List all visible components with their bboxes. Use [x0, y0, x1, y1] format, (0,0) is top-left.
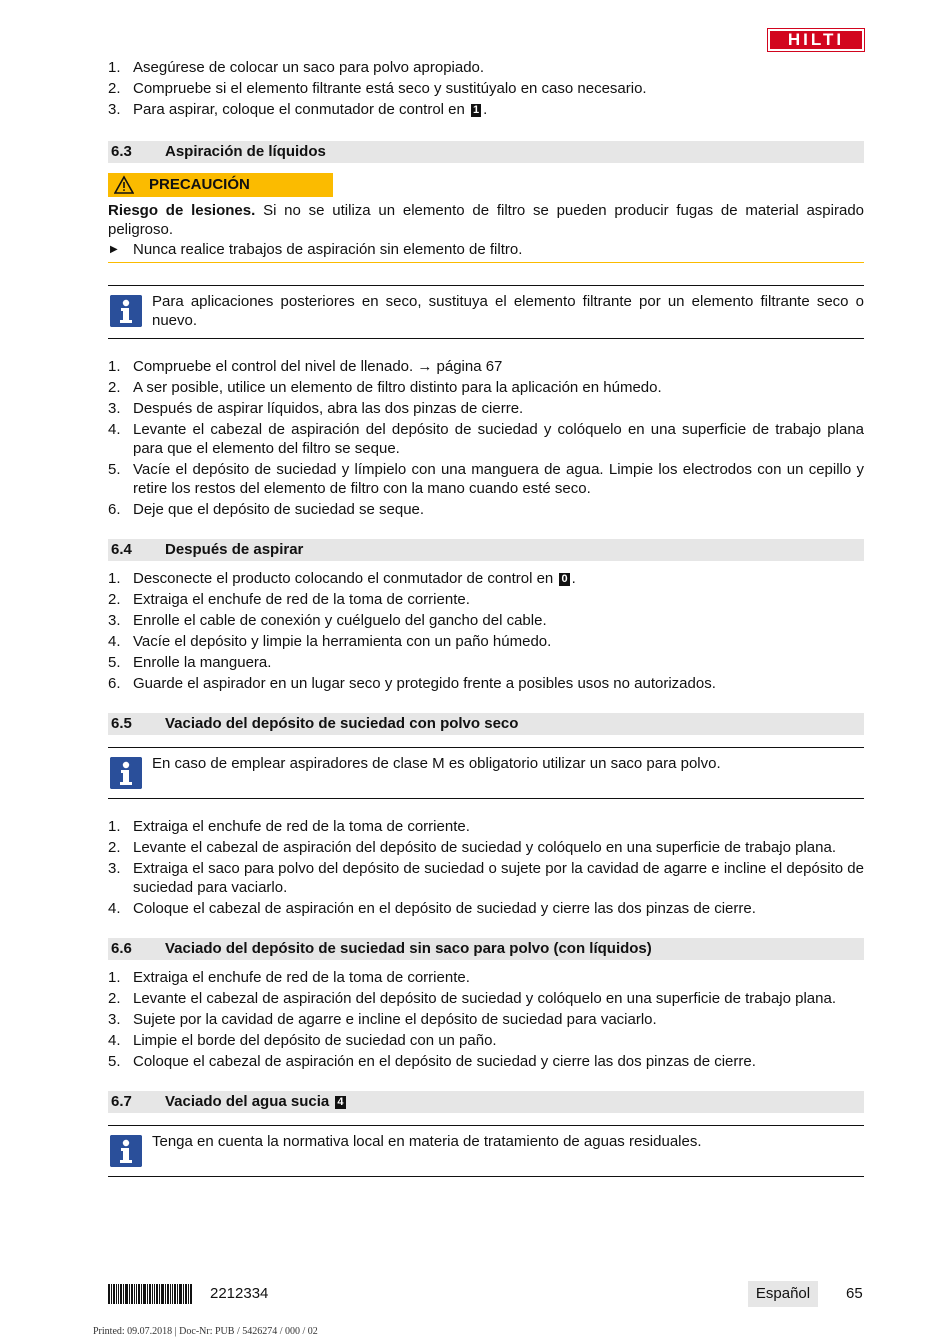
steps-6-4: [108, 569, 864, 693]
print-info: Printed: 09.07.2018 | Doc-Nr: PUB / 5426274 / 000 / 02: [93, 1326, 318, 1337]
list-item: 6. Guarde el aspirador en un lugar seco y protegido frente a posibles usos no autorizados.: [108, 675, 716, 692]
list-item: 3. Enrolle el cable de conexión y cuélguelo del gancho del cable.: [108, 612, 547, 629]
list-item: 1. Extraiga el enchufe de red de la toma de corriente.: [108, 818, 470, 835]
section-heading: 6.3 Aspiración de líquidos: [108, 141, 864, 163]
list-item: 2. Compruebe si el elemento filtrante está seco y sustitúyalo en caso necesario.: [108, 80, 647, 97]
list-item: 1. Compruebe el control del nivel de llenado. → página 67: [108, 358, 503, 375]
section-heading: 6.4 Después de aspirar: [108, 539, 864, 561]
list-item: 1. Extraiga el enchufe de red de la toma de corriente.: [108, 969, 470, 986]
list-item: 1. Desconecte el producto colocando el conmutador de control en 0 .: [108, 570, 576, 587]
divider: [108, 262, 864, 263]
section-heading: 6.7 Vaciado del agua sucia 4: [108, 1091, 864, 1113]
language-label: Español: [748, 1281, 818, 1307]
info-icon: [110, 295, 142, 327]
intro-steps: [108, 58, 864, 119]
list-item: 6. Deje que el depósito de suciedad se seque.: [108, 501, 425, 518]
warning-icon: [114, 175, 134, 195]
warning-text: Riesgo de lesiones. Si no se utiliza un elemento de filtro se pueden producir fugas de material aspirado peligroso.: [108, 202, 864, 238]
list-item: 3. Sujete por la cavidad de agarre e incline el depósito de suciedad para vaciarlo.: [108, 1011, 657, 1028]
barcode-icon: [108, 1284, 192, 1304]
info-note: Para aplicaciones posteriores en seco, sustituya el elemento filtrante por un elemento filtrante seco o nuevo.: [108, 285, 864, 339]
switch-position-badge: 1: [473, 104, 480, 116]
info-icon: [110, 757, 142, 789]
list-item: 2. Levante el cabezal de aspiración del depósito de suciedad y colóquelo en una superficie de trabajo plana.: [108, 990, 836, 1007]
list-item: 5. Enrolle la manguera.: [108, 654, 272, 671]
list-item: 4. Limpie el borde del depósito de suciedad con un paño.: [108, 1032, 497, 1049]
warning-bullet: ▶ Nunca realice trabajos de aspiración sin elemento de filtro.: [110, 241, 523, 258]
list-item: 4. Vacíe el depósito y limpie la herramienta con un paño húmedo.: [108, 633, 552, 650]
hilti-logo: HILTI: [768, 29, 864, 51]
steps-6-3: [108, 357, 864, 519]
list-item: 3. Después de aspirar líquidos, abra las dos pinzas de cierre.: [108, 400, 524, 417]
list-item: 2. Extraiga el enchufe de red de la toma de corriente.: [108, 591, 470, 608]
list-item: 4. Coloque el cabezal de aspiración en el depósito de suciedad y cierre las dos pinzas de cierre.: [108, 900, 756, 917]
section-heading: 6.5 Vaciado del depósito de suciedad con polvo seco: [108, 713, 864, 735]
caution-banner: PRECAUCIÓN: [108, 173, 333, 197]
page-number: 65: [846, 1285, 863, 1302]
steps-6-6: [108, 968, 864, 1071]
document-code: 2212334: [210, 1285, 269, 1302]
steps-6-5: [108, 817, 864, 918]
info-note: En caso de emplear aspiradores de clase M es obligatorio utilizar un saco para polvo.: [108, 747, 864, 799]
list-item: 5. Coloque el cabezal de aspiración en el depósito de suciedad y cierre las dos pinzas de cierre.: [108, 1053, 756, 1070]
list-item: 2. A ser posible, utilice un elemento de filtro distinto para la aplicación en húmedo.: [108, 379, 662, 396]
list-item: 3. Extraiga el saco para polvo del depósito de suciedad o sujete por la cavidad de agarre e incline el depósito de suciedad para vaciarlo.: [108, 860, 864, 896]
list-item: 1. Asegúrese de colocar un saco para polvo apropiado.: [108, 59, 485, 76]
list-item: 5. Vacíe el depósito de suciedad y límpielo con una manguera de agua. Limpie los electrodos con un cepillo y retire los restos del elemento de filtro con la mano cuando esté seco.: [108, 461, 864, 497]
list-item: 3. Para aspirar, coloque el conmutador de control en 1 .: [108, 101, 488, 118]
section-heading: 6.6 Vaciado del depósito de suciedad sin saco para polvo (con líquidos): [108, 938, 864, 960]
bullet-arrow-icon: ▶: [110, 244, 118, 255]
switch-position-badge: 0: [561, 573, 568, 585]
info-note: Tenga en cuenta la normativa local en materia de tratamiento de aguas residuales.: [108, 1125, 864, 1177]
list-item: 4. Levante el cabezal de aspiración del depósito de suciedad y colóquelo en una superficie de trabajo plana para que el elemento del filtro se seque.: [108, 421, 864, 457]
list-item: 2. Levante el cabezal de aspiración del depósito de suciedad y colóquelo en una superficie de trabajo plana.: [108, 839, 836, 856]
figure-reference-badge: 4: [337, 1096, 344, 1108]
info-icon: [110, 1135, 142, 1167]
page-content: [108, 58, 864, 1195]
